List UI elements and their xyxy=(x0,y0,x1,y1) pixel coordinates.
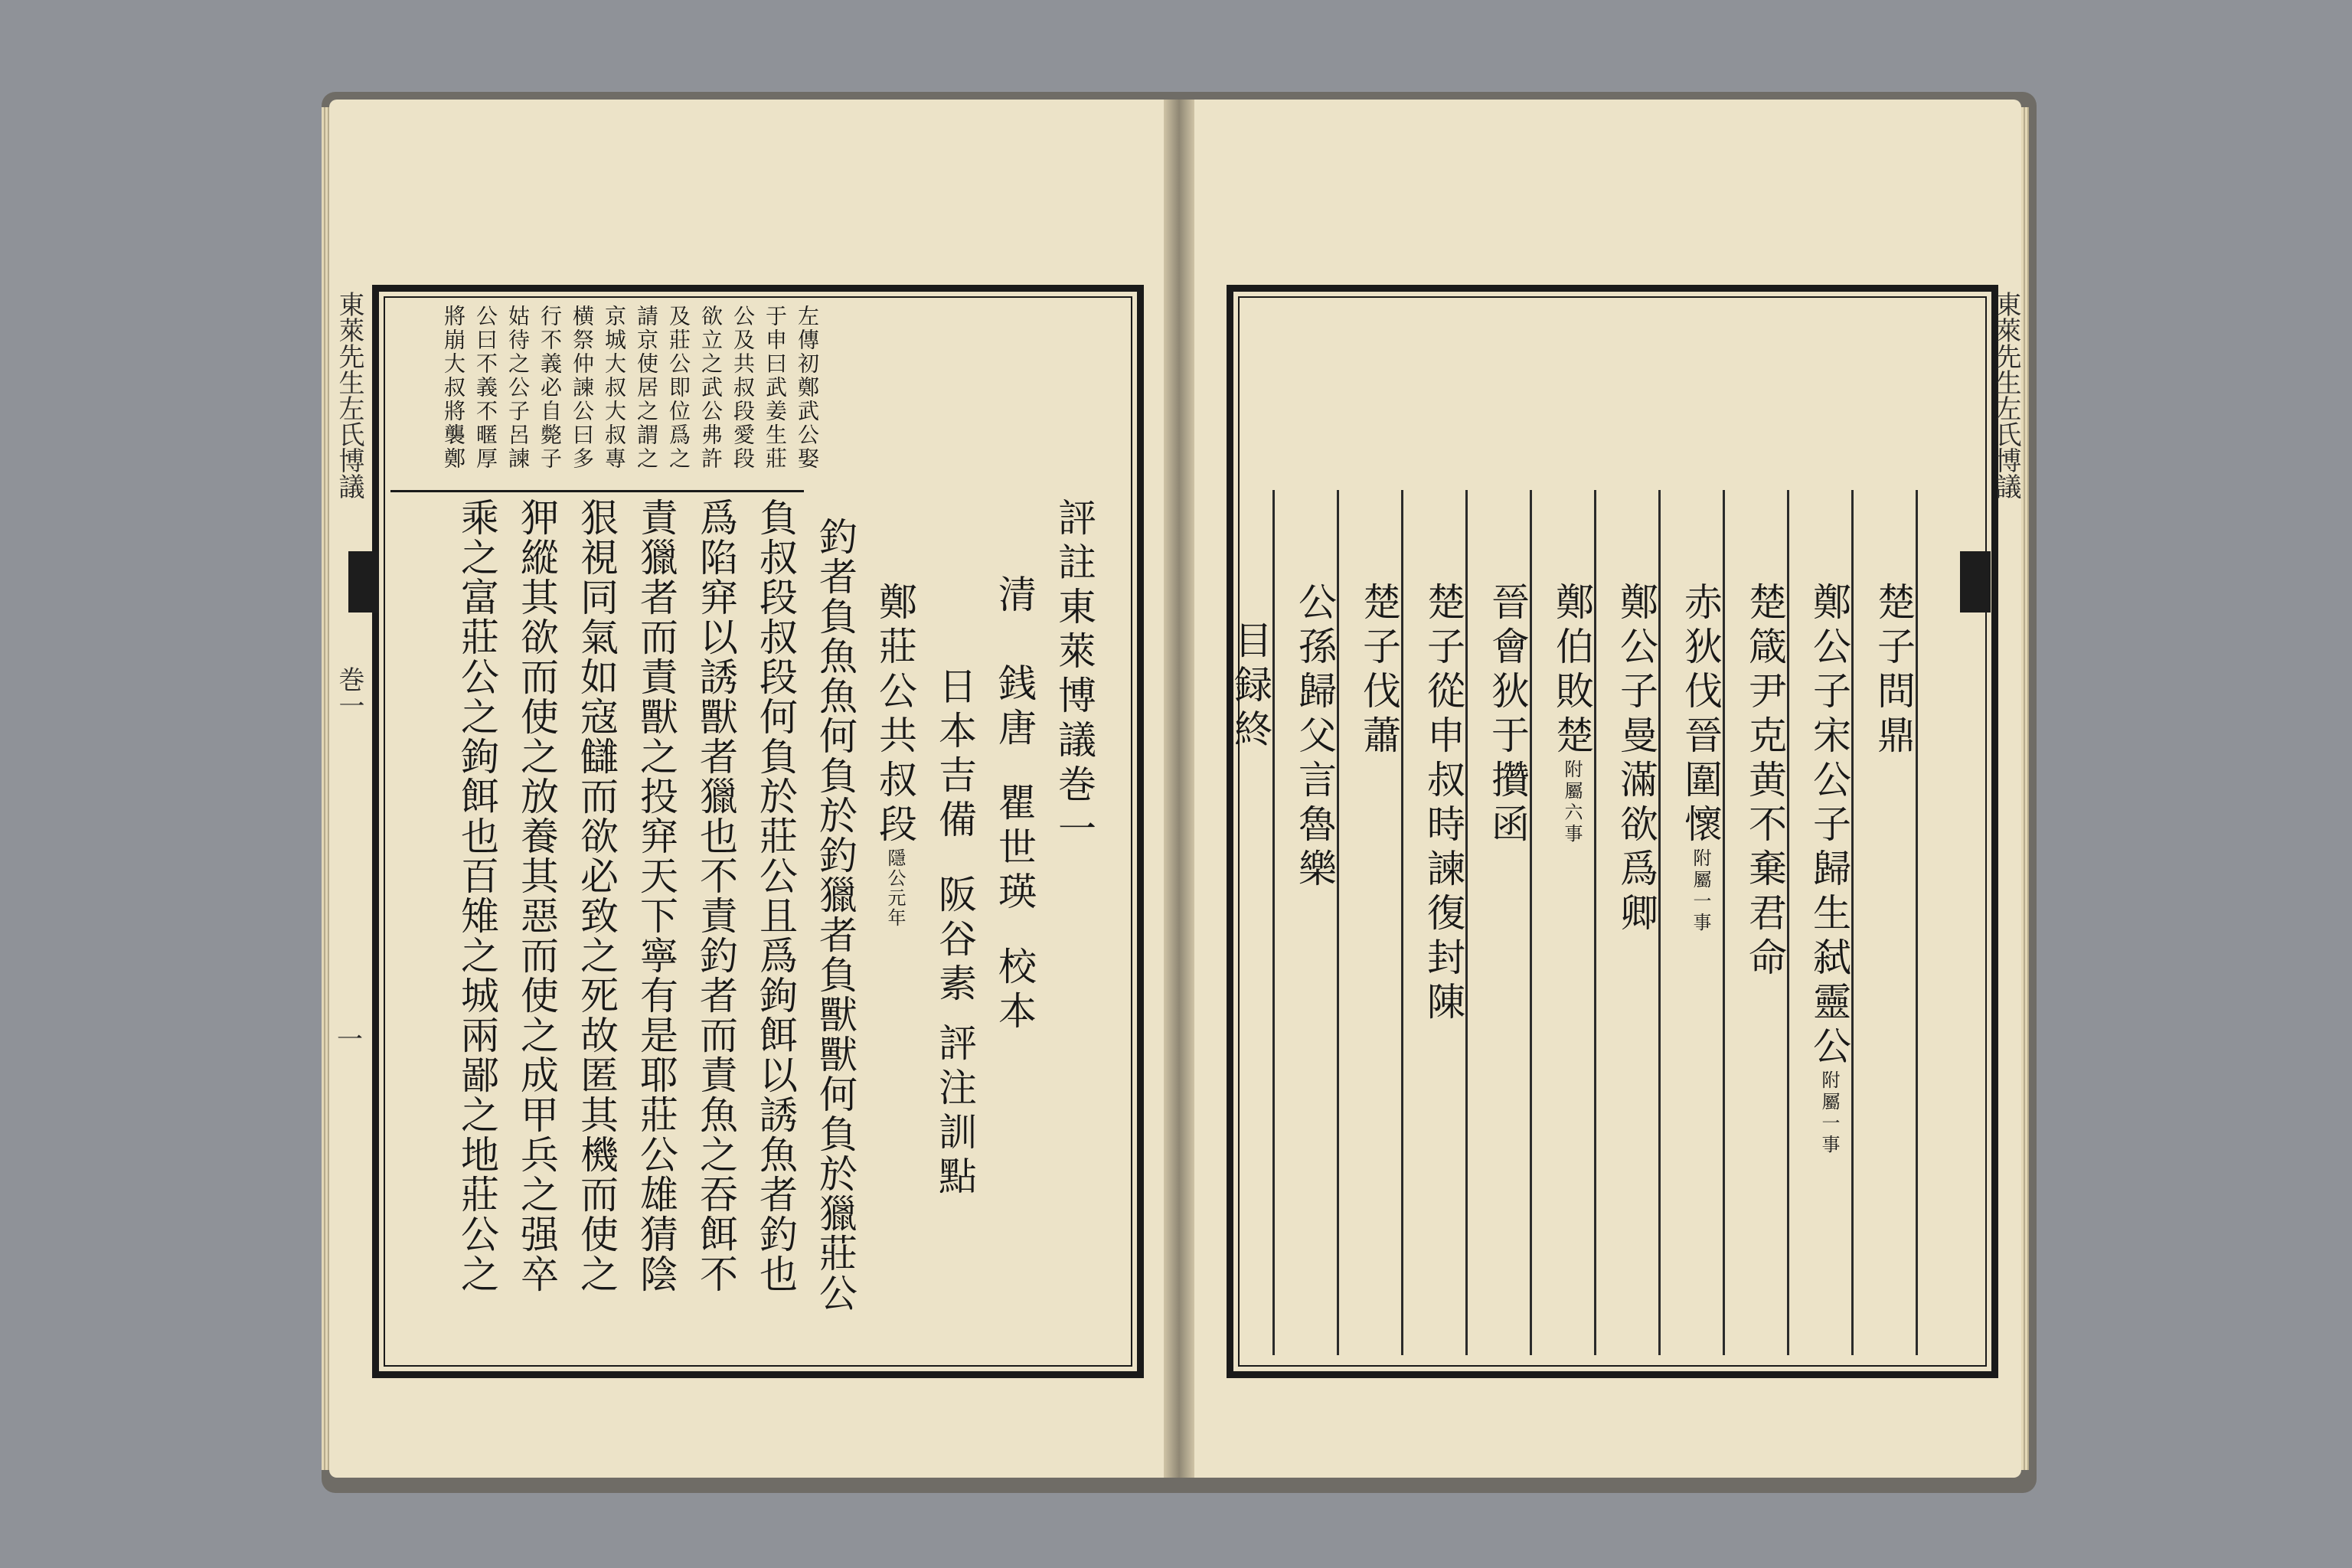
credit-line-1 xyxy=(992,574,1037,1035)
toc-entry-title: 楚子問鼎 xyxy=(1871,582,1916,760)
toc-entry xyxy=(1485,582,1530,848)
toc-column-rule xyxy=(1658,490,1661,1355)
credit-name-1: 瞿世瑛 xyxy=(992,782,1037,916)
toc-column-rule xyxy=(1723,490,1725,1355)
header-note-line: 請京使居之謂之 xyxy=(634,305,659,471)
toc-entry-title: 楚子伐蕭 xyxy=(1357,582,1401,760)
chapter-note: 隱公元年 xyxy=(884,848,906,928)
toc-entry xyxy=(1292,582,1337,893)
credit-place-1: 清 銭唐 xyxy=(992,574,1037,752)
toc-entry xyxy=(1421,582,1465,1026)
credit-place-2: 日本吉備 xyxy=(933,666,977,844)
header-note-line: 京城大叔大叔專 xyxy=(602,305,627,471)
right-page-frame xyxy=(1227,285,1998,1378)
toc-entry-title: 楚箴尹克黄不棄君命 xyxy=(1743,582,1787,982)
toc-entry-title: 目録終 xyxy=(1228,620,1272,753)
header-note-line: 將崩大叔將襲鄭 xyxy=(441,305,466,471)
toc-column-rule xyxy=(1530,490,1532,1355)
toc-entry xyxy=(1807,582,1851,1156)
toc-entry-title: 公孫歸父言魯樂 xyxy=(1292,582,1337,893)
header-note-line: 于申曰武姜生莊 xyxy=(763,305,788,471)
header-note-line: 行不義必自斃子 xyxy=(537,305,563,471)
header-note-line: 公及共叔段愛段 xyxy=(730,305,756,471)
toc-entry-title: 鄭公子曼滿欲爲卿 xyxy=(1614,582,1658,937)
toc-column-rule xyxy=(1401,490,1403,1355)
body-text-column: 責獵者而責獸之投穽天下寧有是耶莊公雄猜陰 xyxy=(634,498,678,1294)
header-note-line: 公曰不義不暱厚 xyxy=(473,305,498,471)
toc-entry xyxy=(1678,582,1723,934)
toc-entry xyxy=(1614,582,1658,937)
body-text-column: 狎縱其欲而使之放養其惡而使之成甲兵之强卒 xyxy=(514,498,559,1294)
toc-entry-title: 鄭公子宋公子歸生弑靈公 xyxy=(1807,582,1851,1070)
body-text-column: 狠視同氣如寇讎而欲必致之死故匿其機而使之 xyxy=(574,498,619,1294)
body-text-column: 爲陷穽以誘獸者獵也不責釣者而責魚之吞餌不 xyxy=(694,498,738,1294)
toc-column-rule xyxy=(1465,490,1468,1355)
toc-column-rule xyxy=(1851,490,1854,1355)
header-note-line: 欲立之武公弗許 xyxy=(698,305,724,471)
header-note-line: 左傳初鄭武公娶 xyxy=(795,305,820,471)
credit-line-2 xyxy=(933,666,977,1200)
toc-entry xyxy=(1743,582,1787,982)
toc-entry-note: 附屬六事 xyxy=(1561,760,1583,845)
left-volume-label: 巻一 xyxy=(334,666,364,718)
toc-column-rule xyxy=(1594,490,1596,1355)
toc-entry xyxy=(1550,582,1594,845)
right-spine-title: 東萊先生左氏博議 xyxy=(1991,291,2021,499)
body-text-column: 釣者負魚魚何負於釣獵者負獸獸何負於獵莊公 xyxy=(813,517,858,1313)
credit-role-1: 校本 xyxy=(992,946,1037,1035)
body-text-column: 乘之富莊公之鉤餌也百雉之城兩鄙之地莊公之 xyxy=(455,498,499,1294)
toc-entry-title: 楚子從申叔時諫復封陳 xyxy=(1421,582,1465,1026)
toc-column-rule xyxy=(1787,490,1789,1355)
credit-role-2: 評注訓點 xyxy=(933,1023,977,1200)
toc-entry xyxy=(1357,582,1401,760)
left-fishtail-mark xyxy=(348,551,379,612)
toc-entry xyxy=(1871,582,1916,760)
header-note-line: 横祭仲諫公曰多 xyxy=(570,305,595,471)
chapter-heading xyxy=(873,582,917,928)
left-spine-title: 東萊先生左氏博議 xyxy=(334,291,364,499)
toc-entry-title: 晉會狄于攢函 xyxy=(1485,582,1530,848)
header-note-divider xyxy=(390,490,804,492)
toc-entry-title: 赤狄伐晉圍懷 xyxy=(1678,582,1723,848)
book-title: 評註東萊博議巻一 xyxy=(1052,498,1096,853)
toc-entry-note: 附屬一事 xyxy=(1690,848,1711,934)
header-note-line: 及莊公即位爲之 xyxy=(666,305,691,471)
toc-column-rule xyxy=(1337,490,1339,1355)
toc-entry-note: 附屬一事 xyxy=(1818,1070,1840,1156)
header-note-line: 姑待之公子呂諫 xyxy=(505,305,531,471)
credit-name-2: 阪谷素 xyxy=(933,874,977,1008)
book-gutter xyxy=(1164,100,1194,1478)
toc-column-rule xyxy=(1916,490,1918,1355)
toc-entry-title: 鄭伯敗楚 xyxy=(1550,582,1594,760)
body-text-column: 負叔段叔段何負於莊公且爲鉤餌以誘魚者釣也 xyxy=(753,498,798,1294)
left-page-number: 一 xyxy=(337,1024,363,1055)
right-fishtail-mark xyxy=(1960,551,1991,612)
toc-column-rule xyxy=(1272,490,1275,1355)
toc-entry xyxy=(1228,620,1272,753)
chapter-title: 鄭莊公共叔段 xyxy=(873,582,917,848)
